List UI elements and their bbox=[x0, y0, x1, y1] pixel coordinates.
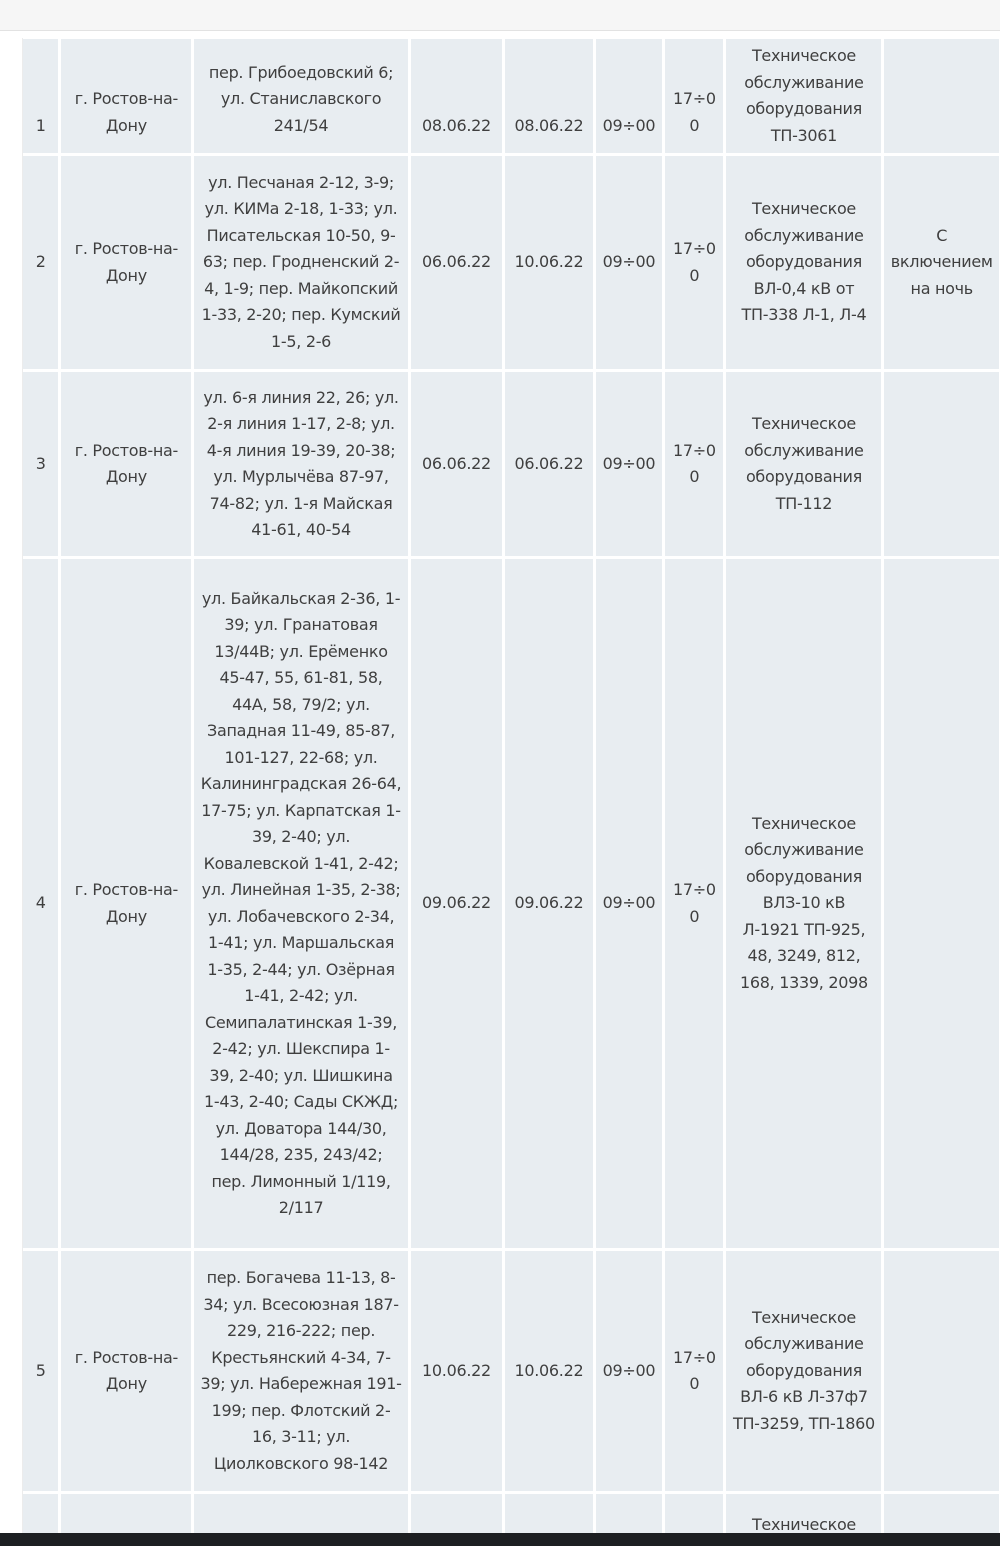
work-description-cell: Техническое обслуживание оборудования ВЛ-6 кВ Л-37ф7 ТП-3259, ТП-1860 bbox=[726, 1251, 881, 1491]
row-number: 2 bbox=[23, 156, 58, 369]
taskbar-strip bbox=[0, 1533, 1000, 1546]
date-to-cell: 09.06.22 bbox=[505, 559, 592, 1248]
address-cell bbox=[194, 1494, 407, 1533]
address-cell: пер. Грибоедовский 6; ул. Станиславского 241/54 bbox=[194, 39, 407, 153]
note-cell bbox=[884, 39, 999, 153]
date-from-cell: 08.06.22 bbox=[411, 39, 503, 153]
note-cell bbox=[884, 1251, 999, 1491]
time-from-cell: 09÷00 bbox=[596, 156, 663, 369]
date-from-cell: 10.06.22 bbox=[411, 1251, 503, 1491]
outage-schedule-table-container[interactable] bbox=[22, 36, 1000, 1533]
vertical-scrollbar[interactable] bbox=[992, 36, 1000, 1533]
date-to-cell: 08.06.22 bbox=[505, 39, 592, 153]
work-description-cell: Техническое обслуживание оборудования ТП-3061 bbox=[726, 39, 881, 153]
table-row bbox=[23, 372, 999, 556]
outage-schedule-table bbox=[22, 36, 1000, 1533]
date-to-cell: 10.06.22 bbox=[505, 1251, 592, 1491]
work-description-cell: Техническое bbox=[726, 1494, 881, 1533]
note-cell bbox=[884, 559, 999, 1248]
table-row bbox=[23, 1251, 999, 1491]
work-description-cell: Техническое обслуживание оборудования ВЛЗ-10 кВ Л-1921 ТП-925, 48, 3249, 812, 168, 1339, 2098 bbox=[726, 559, 881, 1248]
browser-top-bar bbox=[0, 0, 1000, 31]
row-number bbox=[23, 1494, 58, 1533]
date-to-cell: 10.06.22 bbox=[505, 156, 592, 369]
row-number: 3 bbox=[23, 372, 58, 556]
city-cell: г. Ростов-на-Дону bbox=[61, 156, 191, 369]
date-from-cell bbox=[411, 1494, 503, 1533]
time-from-cell bbox=[596, 1494, 663, 1533]
time-to-cell: 17÷00 bbox=[665, 1251, 723, 1491]
time-from-cell: 09÷00 bbox=[596, 372, 663, 556]
address-cell: ул. Байкальская 2-36, 1-39; ул. Гранатовая 13/44В; ул. Ерёменко 45-47, 55, 61-81, 58, 44А, 58, 79/2; ул. Западная 11-49, 85-87, 101-127, 22-68; ул. Калининградская 26-64, 17-75; ул. Карпатская 1-39, 2-40; ул. Ковалевской 1-41, 2-42; ул. Линейная 1-35, 2-38; ул. Лобачевского 2-34, 1-41; ул. Маршальская 1-35, 2-44; ул. Озёрная 1-41, 2-42; ул. Семипалатинская 1-39, 2-42; ул. Шекспира 1-39, 2-40; ул. Шишкина 1-43, 2-40; Сады СКЖД; ул. Доватора 144/30, 144/28, 235, 243/42; пер. Лимонный 1/119, 2/117 bbox=[194, 559, 407, 1248]
city-cell: г. Ростов-на-Дону bbox=[61, 1251, 191, 1491]
date-from-cell: 09.06.22 bbox=[411, 559, 503, 1248]
note-cell bbox=[884, 372, 999, 556]
row-number: 1 bbox=[23, 39, 58, 153]
work-description-cell: Техническое обслуживание оборудования ТП-112 bbox=[726, 372, 881, 556]
city-cell: г. Ростов-на-Дону bbox=[61, 559, 191, 1248]
row-number: 4 bbox=[23, 559, 58, 1248]
time-from-cell: 09÷00 bbox=[596, 1251, 663, 1491]
city-cell: г. Ростов-на-Дону bbox=[61, 372, 191, 556]
time-to-cell bbox=[665, 1494, 723, 1533]
date-to-cell bbox=[505, 1494, 592, 1533]
time-to-cell: 17÷00 bbox=[665, 559, 723, 1248]
work-description-cell: Техническое обслуживание оборудования ВЛ-0,4 кВ от ТП-338 Л-1, Л-4 bbox=[726, 156, 881, 369]
table-row bbox=[23, 1494, 999, 1533]
city-cell: г. Ростов-на-Дону bbox=[61, 39, 191, 153]
address-cell: пер. Богачева 11-13, 8-34; ул. Всесоюзная 187-229, 216-222; пер. Крестьянский 4-34, 7-39; ул. Набережная 191-199; пер. Флотский 2-16, 3-11; ул. Циолковского 98-142 bbox=[194, 1251, 407, 1491]
city-cell bbox=[61, 1494, 191, 1533]
date-from-cell: 06.06.22 bbox=[411, 372, 503, 556]
page-left-margin bbox=[0, 38, 23, 1533]
time-to-cell: 17÷00 bbox=[665, 39, 723, 153]
time-from-cell: 09÷00 bbox=[596, 559, 663, 1248]
time-to-cell: 17÷00 bbox=[665, 372, 723, 556]
row-number: 5 bbox=[23, 1251, 58, 1491]
table-row bbox=[23, 156, 999, 369]
address-cell: ул. 6-я линия 22, 26; ул. 2-я линия 1-17, 2-8; ул. 4-я линия 19-39, 20-38; ул. Мурлычёва 87-97, 74-82; ул. 1-я Майская 41-61, 40-54 bbox=[194, 372, 407, 556]
date-to-cell: 06.06.22 bbox=[505, 372, 592, 556]
table-row bbox=[23, 559, 999, 1248]
time-to-cell: 17÷00 bbox=[665, 156, 723, 369]
note-cell: С включением на ночь bbox=[884, 156, 999, 369]
note-cell bbox=[884, 1494, 999, 1533]
time-from-cell: 09÷00 bbox=[596, 39, 663, 153]
date-from-cell: 06.06.22 bbox=[411, 156, 503, 369]
table-row bbox=[23, 39, 999, 153]
address-cell: ул. Песчаная 2-12, 3-9; ул. КИМа 2-18, 1-33; ул. Писательская 10-50, 9-63; пер. Гродненский 2-4, 1-9; пер. Майкопский 1-33, 2-20; пер. Кумский 1-5, 2-6 bbox=[194, 156, 407, 369]
